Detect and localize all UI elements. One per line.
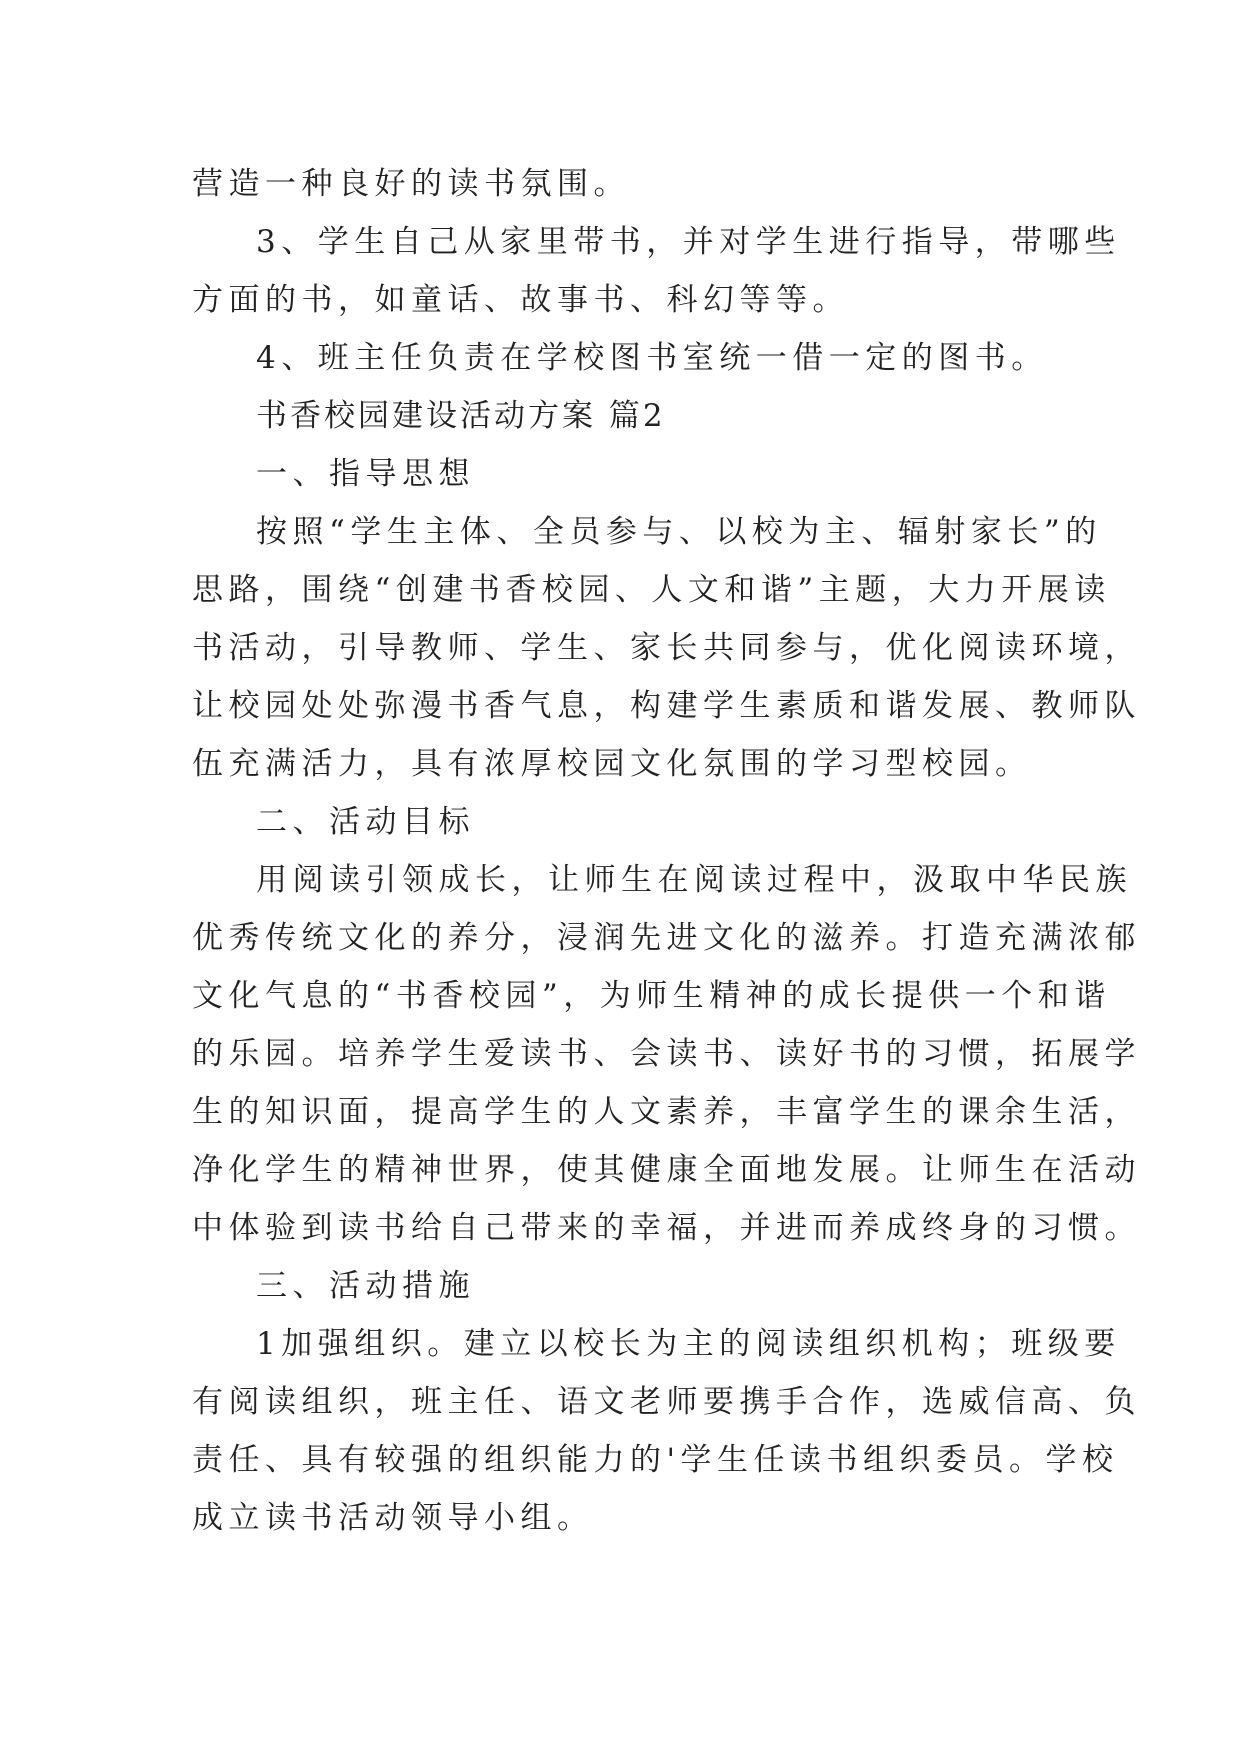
paragraph-line: 责任、具有较强的组织能力的'学生任读书组织委员。学校	[192, 1442, 1119, 1478]
paragraph-line: 1加强组织。建立以校长为主的阅读组织机构；班级要	[256, 1326, 1121, 1362]
section-heading: 一、指导思想	[256, 456, 475, 492]
paragraph-line: 思路，围绕“创建书香校园、人文和谐”主题，大力开展读	[192, 572, 1111, 608]
paragraph-line: 优秀传统文化的养分，浸润先进文化的滋养。打造充满浓郁	[192, 920, 1141, 956]
paragraph-line: 中体验到读书给自己带来的幸福，并进而养成终身的习惯。	[192, 1210, 1141, 1246]
section-heading: 二、活动目标	[256, 804, 475, 840]
section-heading: 三、活动措施	[256, 1268, 475, 1304]
paragraph-line: 用阅读引领成长，让师生在阅读过程中，汲取中华民族	[256, 862, 1132, 898]
paragraph-line: 书活动，引导教师、学生、家长共同参与，优化阅读环境，	[192, 630, 1141, 666]
paragraph-line: 的乐园。培养学生爱读书、会读书、读好书的习惯，拓展学	[192, 1036, 1141, 1072]
paragraph-line: 有阅读组织，班主任、语文老师要携手合作，选威信高、负	[192, 1384, 1141, 1420]
paragraph-line: 方面的书，如童话、故事书、科幻等等。	[192, 282, 849, 318]
paragraph-line: 营造一种良好的读书氛围。	[192, 166, 630, 202]
paragraph-line: 伍充满活力，具有浓厚校园文化氛围的学习型校园。	[192, 746, 1032, 782]
paragraph-line: 按照“学生主体、全员参与、以校为主、辐射家长”的	[256, 514, 1102, 550]
paragraph-line: 4、班主任负责在学校图书室统一借一定的图书。	[256, 340, 1048, 376]
paragraph-line: 文化气息的“书香校园”，为师生精神的成长提供一个和谐	[192, 978, 1111, 1014]
paragraph-line: 生的知识面，提高学生的人文素养，丰富学生的课余生活，	[192, 1094, 1141, 1130]
paragraph-line: 净化学生的精神世界，使其健康全面地发展。让师生在活动	[192, 1152, 1141, 1188]
paragraph-line: 让校园处处弥漫书香气息，构建学生素质和谐发展、教师队	[192, 688, 1141, 724]
paragraph-line: 成立读书活动领导小组。	[192, 1500, 594, 1536]
section-title: 书香校园建设活动方案 篇2	[256, 398, 666, 434]
paragraph-line: 3、学生自己从家里带书，并对学生进行指导，带哪些	[256, 224, 1121, 260]
